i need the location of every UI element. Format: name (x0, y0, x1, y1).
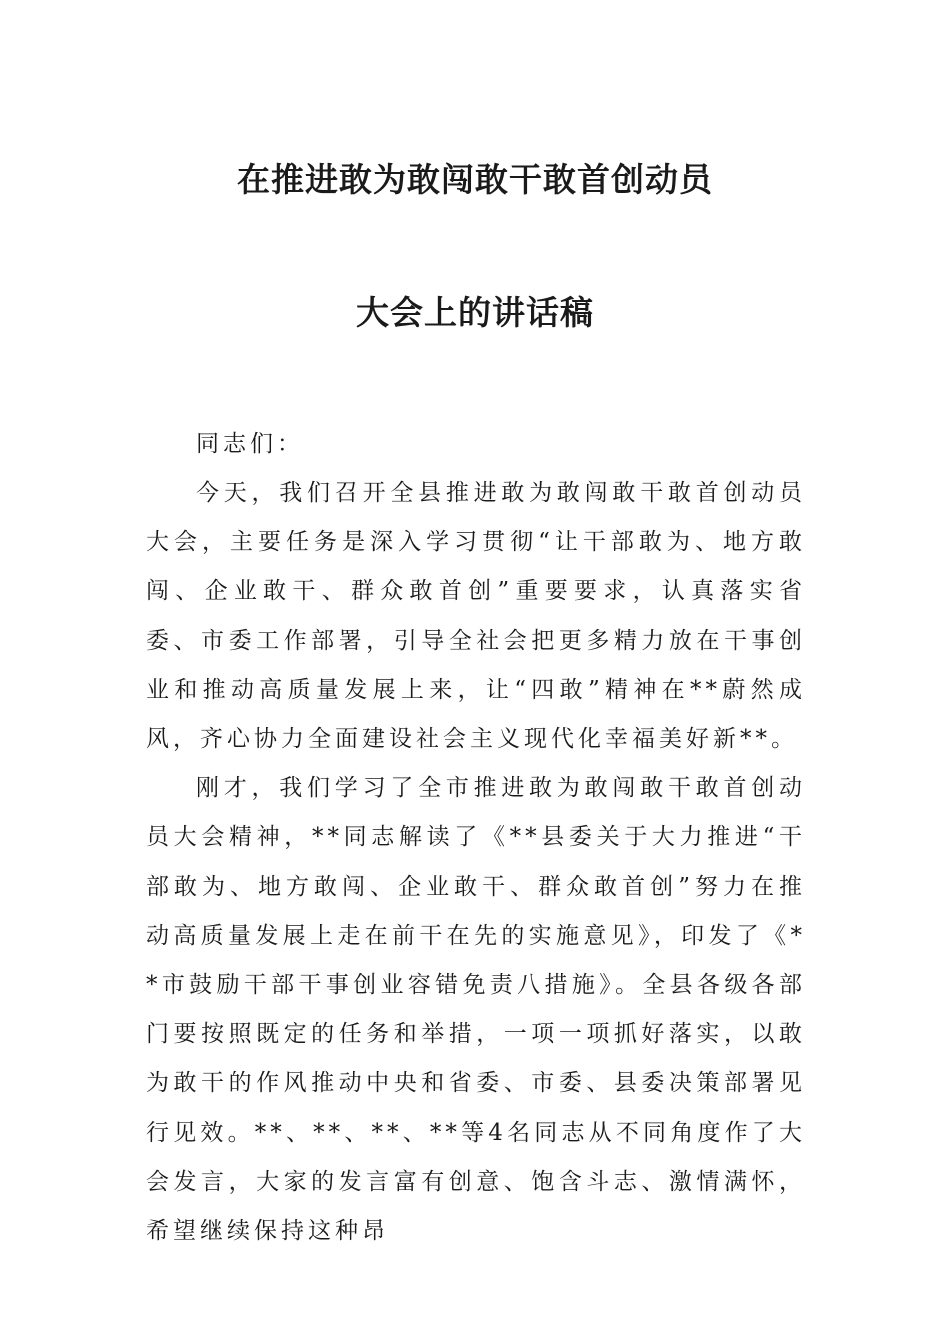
document-body (146, 469, 806, 1256)
paragraph-2: 刚才，我们学习了全市推进敢为敢闯敢干敢首创动员大会精神，**同志解读了《**县委关于大力推进“干部敢为、地方敢闯、企业敢干、群众敢首创”努力在推动高质量发展上走在前干在先的实施意见》，印发了《**市鼓励干部干事创业容错免责八措施》。全县各级各部门要按照既定的任务和举措，一项一项抓好落实，以敢为敢干的作风推动中央和省委、市委、县委决策部署见行见效。**、**、**、**等4名同志从不同角度作了大会发言，大家的发言富有创意、饱含斗志、激情满怀，希望继续保持这种昂 (146, 775, 806, 1245)
document-title-line-1: 在推进敢为敢闯敢干敢首创动员 (237, 160, 713, 199)
paragraph-1: 今天，我们召开全县推进敢为敢闯敢干敢首创动员大会，主要任务是深入学习贯彻“让干部敢为、地方敢闯、企业敢干、群众敢首创”重要要求，认真落实省委、市委工作部署，引导全社会把更多精力放在干事创业和推动高质量发展上来，让“四敢”精神在**蔚然成风，齐心协力全面建设社会主义现代化幸福美好新**。 (146, 480, 806, 753)
document-title-line-2: 大会上的讲话稿 (356, 293, 594, 332)
salutation: 同志们： (196, 431, 304, 457)
